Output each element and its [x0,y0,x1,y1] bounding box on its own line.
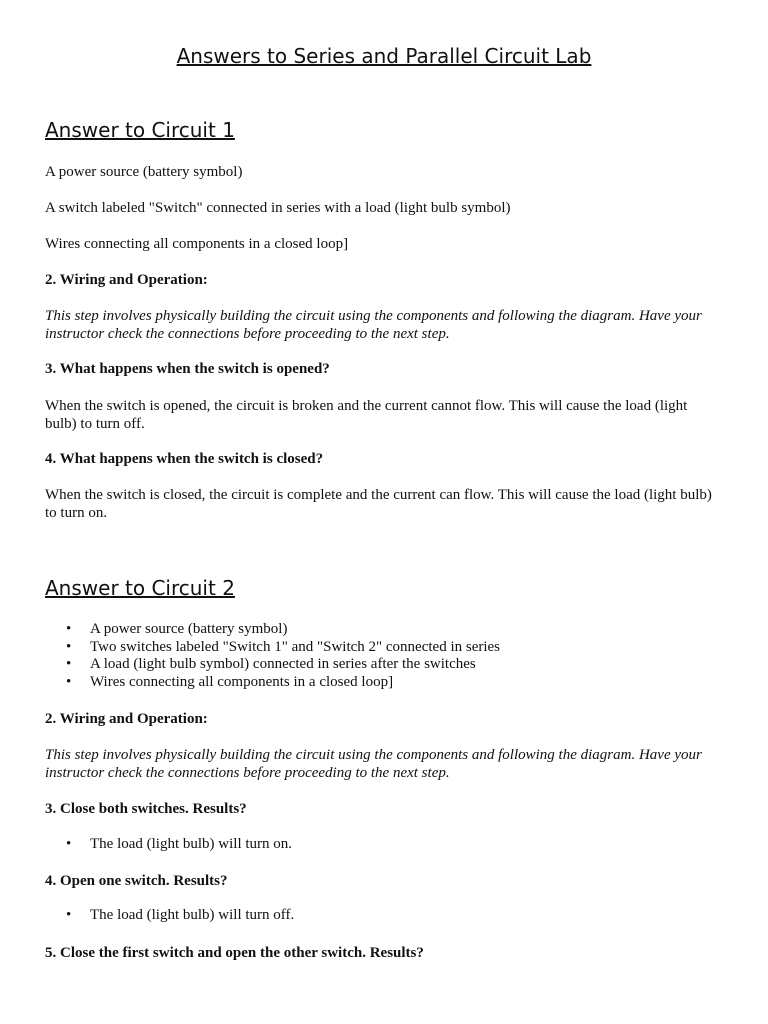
circuit2-heading: Answer to Circuit 2 [45,576,235,600]
circuit2-q3-heading: 3. Close both switches. Results? [45,801,247,817]
list-item: • A power source (battery symbol) [66,621,288,637]
bullet-icon: • [66,673,72,690]
list-item: • A load (light bulb symbol) connected in series after the switches [66,656,476,672]
circuit1-q3-text: When the switch is opened, the circuit is broken and the current cannot flow. This will cause the load (light bulb) to turn off. [45,398,688,432]
circuit1-q2-text: This step involves physically building the circuit using the components and following the diagram. Have your instructor check the connections before proceeding to the next step. [45,308,702,342]
bullet-icon: • [66,638,72,655]
circuit2-q2-text: This step involves physically building the circuit using the components and following the diagram. Have your instructor check the connections before proceeding to the next step. [45,747,702,781]
list-item: • Two switches labeled "Switch 1" and "Switch 2" connected in series [66,638,501,655]
circuit1-q2-heading: 2. Wiring and Operation: [45,272,208,288]
circuit2-q5-heading: 5. Close the first switch and open the other switch. Results? [45,945,424,961]
circuit2-components-list [45,621,725,691]
bullet-icon: • [66,621,72,637]
circuit2-q3-answer-list [45,836,725,854]
circuit2-q2-heading: 2. Wiring and Operation: [45,711,208,727]
circuit1-q4-heading: 4. What happens when the switch is closed? [45,451,324,467]
circuit1-q4-text: When the switch is closed, the circuit is complete and the current can flow. This will cause the load (light bulb) to turn on. [45,487,712,521]
document-title: Answers to Series and Parallel Circuit Lab [176,44,592,68]
bullet-icon: • [66,656,72,672]
circuit1-heading: Answer to Circuit 1 [45,118,235,142]
list-item: • Wires connecting all components in a closed loop] [66,673,394,690]
circuit2-q4-heading: 4. Open one switch. Results? [45,873,228,889]
circuit1-line-switch: A switch labeled "Switch" connected in series with a load (light bulb symbol) [45,200,511,216]
circuit1-q3-heading: 3. What happens when the switch is opened? [45,361,330,377]
circuit1-line-wires: Wires connecting all components in a closed loop] [45,236,349,252]
circuit2-q4-answer-list [45,907,725,925]
circuit1-line-power-source: A power source (battery symbol) [45,164,243,180]
bullet-icon: • [66,836,72,852]
list-item: • The load (light bulb) will turn on. [66,836,293,852]
list-item: • The load (light bulb) will turn off. [66,907,295,923]
bullet-icon: • [66,907,72,923]
